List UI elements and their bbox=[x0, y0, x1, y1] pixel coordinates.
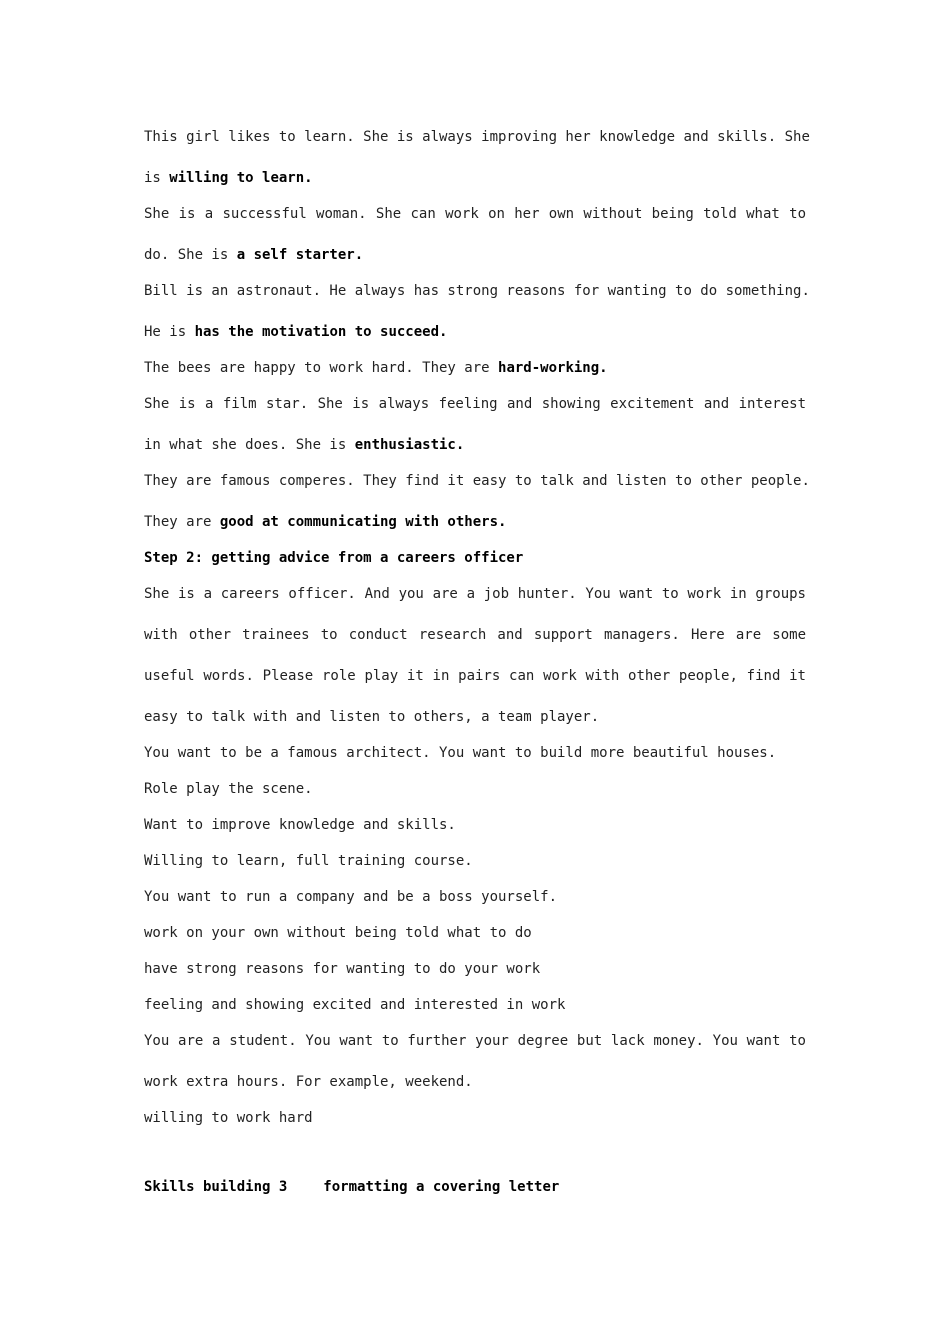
step2-heading: Step 2: getting advice from a careers officer bbox=[144, 550, 524, 566]
bold-answer: willing to learn. bbox=[169, 170, 313, 186]
paragraph-line: This girl likes to learn. She is always improving her knowledge and skills. She bbox=[144, 129, 810, 145]
text-span: in what she does. She is bbox=[144, 437, 355, 453]
paragraph-line: Want to improve knowledge and skills. bbox=[144, 817, 456, 833]
paragraph-line bbox=[144, 436, 806, 454]
bold-answer: good at communicating with others. bbox=[219, 514, 507, 530]
paragraph-line: easy to talk with and listen to others, a team player. bbox=[144, 709, 600, 725]
paragraph-line bbox=[144, 513, 806, 531]
paragraph-line: She is a successful woman. She can work on her own without being told what to bbox=[144, 206, 806, 222]
paragraph-line: They are famous comperes. They find it easy to talk and listen to other people. bbox=[144, 473, 810, 489]
text-span: The bees are happy to work hard. They are bbox=[144, 360, 499, 376]
paragraph-line: feeling and showing excited and interested in work bbox=[144, 997, 566, 1013]
text-span: do. She is bbox=[144, 247, 237, 263]
skills-building-heading bbox=[144, 1178, 806, 1196]
text-span: They are bbox=[144, 514, 220, 530]
paragraph-line bbox=[144, 169, 806, 187]
paragraph-line bbox=[144, 246, 806, 264]
paragraph-line: Role play the scene. bbox=[144, 781, 313, 797]
bold-answer: has the motivation to succeed. bbox=[194, 324, 448, 340]
paragraph-line: She is a film star. She is always feeling and showing excitement and interest bbox=[144, 396, 806, 412]
bold-answer: enthusiastic. bbox=[354, 437, 465, 453]
paragraph-line bbox=[144, 359, 806, 377]
paragraph-line: She is a careers officer. And you are a job hunter. You want to work in groups bbox=[144, 586, 806, 602]
heading-part: Skills building 3 bbox=[144, 1179, 288, 1195]
paragraph-line: Bill is an astronaut. He always has strong reasons for wanting to do something. bbox=[144, 283, 810, 299]
paragraph-line: have strong reasons for wanting to do your work bbox=[144, 961, 541, 977]
text-span: is bbox=[144, 170, 170, 186]
paragraph-line bbox=[144, 323, 806, 341]
bold-answer: a self starter. bbox=[236, 247, 364, 263]
paragraph-line: with other trainees to conduct research and support managers. Here are some bbox=[144, 627, 806, 643]
text-span: He is bbox=[144, 324, 195, 340]
paragraph-line: You want to be a famous architect. You want to build more beautiful houses. bbox=[144, 745, 777, 761]
paragraph-line: work on your own without being told what to do bbox=[144, 925, 532, 941]
paragraph-line: work extra hours. For example, weekend. bbox=[144, 1074, 473, 1090]
paragraph-line: You are a student. You want to further your degree but lack money. You want to bbox=[144, 1033, 806, 1049]
paragraph-line: willing to work hard bbox=[144, 1110, 313, 1126]
bold-answer: hard-working. bbox=[498, 360, 608, 376]
heading-part: formatting a covering letter bbox=[323, 1179, 560, 1195]
paragraph-line: You want to run a company and be a boss yourself. bbox=[144, 889, 558, 905]
paragraph-line: Willing to learn, full training course. bbox=[144, 853, 473, 869]
paragraph-line: useful words. Please role play it in pairs can work with other people, find it bbox=[144, 668, 806, 684]
